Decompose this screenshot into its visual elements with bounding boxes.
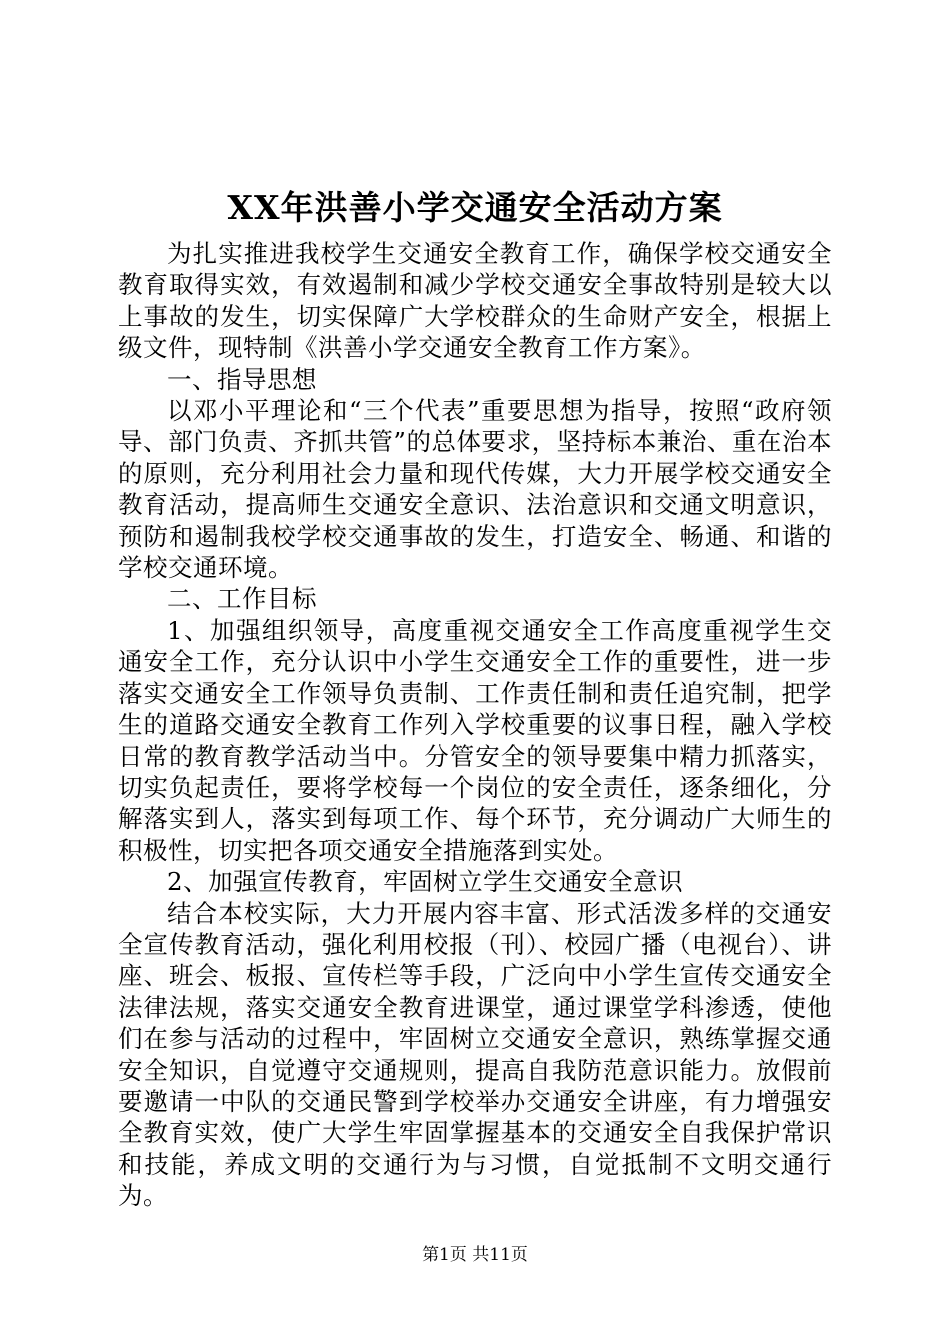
section-heading-guiding-thought: 一、指导思想 (167, 364, 317, 394)
section-heading-work-goals: 二、工作目标 (167, 584, 317, 614)
guiding-thought-paragraph: 以邓小平理论和“三个代表”重要思想为指导，按照“政府领导、部门负责、齐抓共管”的总体要求，坚持标本兼治、重在治本的原则，充分利用社会力量和现代传媒，大力开展学校交通安全教育活动，提高师生交通安全意识、法治意识和交通文明意识，预防和遏制我校学校交通事故的发生，打造安全、畅通、和谐的学校交通环境。 (118, 396, 832, 583)
document-title: XX年洪善小学交通安全活动方案 (227, 188, 723, 227)
goal-2-paragraph: 结合本校实际，大力开展内容丰富、形式活泼多样的交通安全宣传教育活动，强化利用校报（刊）、校园广播（电视台）、讲座、班会、板报、宣传栏等手段，广泛向中小学生宣传交通安全法律法规，落实交通安全教育进课堂，通过课堂学科渗透，使他们在参与活动的过程中，牢固树立交通安全意识，熟练掌握交通安全知识，自觉遵守交通规则，提高自我防范意识能力。放假前要邀请一中队的交通民警到学校举办交通安全讲座，有力增强安全教育实效，使广大学生牢固掌握基本的交通安全自我保护常识和技能，养成文明的交通行为与习惯，自觉抵制不文明交通行为。 (118, 898, 832, 1211)
document-body (118, 238, 832, 1212)
page-number-footer: 第1页 共11页 (422, 1245, 528, 1265)
goal-1-paragraph: 1、加强组织领导，高度重视交通安全工作高度重视学生交通安全工作，充分认识中小学生交通安全工作的重要性，进一步落实交通安全工作领导负责制、工作责任制和责任追究制，把学生的道路交通安全教育工作列入学校重要的议事日程，融入学校日常的教育教学活动当中。分管安全的领导要集中精力抓落实，切实负起责任，要将学校每一个岗位的安全责任，逐条细化，分解落实到人，落实到每项工作、每个环节，充分调动广大师生的积极性，切实把各项交通安全措施落到实处。 (118, 615, 832, 865)
intro-paragraph: 为扎实推进我校学生交通安全教育工作，确保学校交通安全教育取得实效，有效遏制和减少学校交通安全事故特别是较大以上事故的发生，切实保障广大学校群众的生命财产安全，根据上级文件，现特制《洪善小学交通安全教育工作方案》。 (118, 239, 832, 363)
goal-2-heading: 2、加强宣传教育，牢固树立学生交通安全意识 (167, 867, 684, 897)
